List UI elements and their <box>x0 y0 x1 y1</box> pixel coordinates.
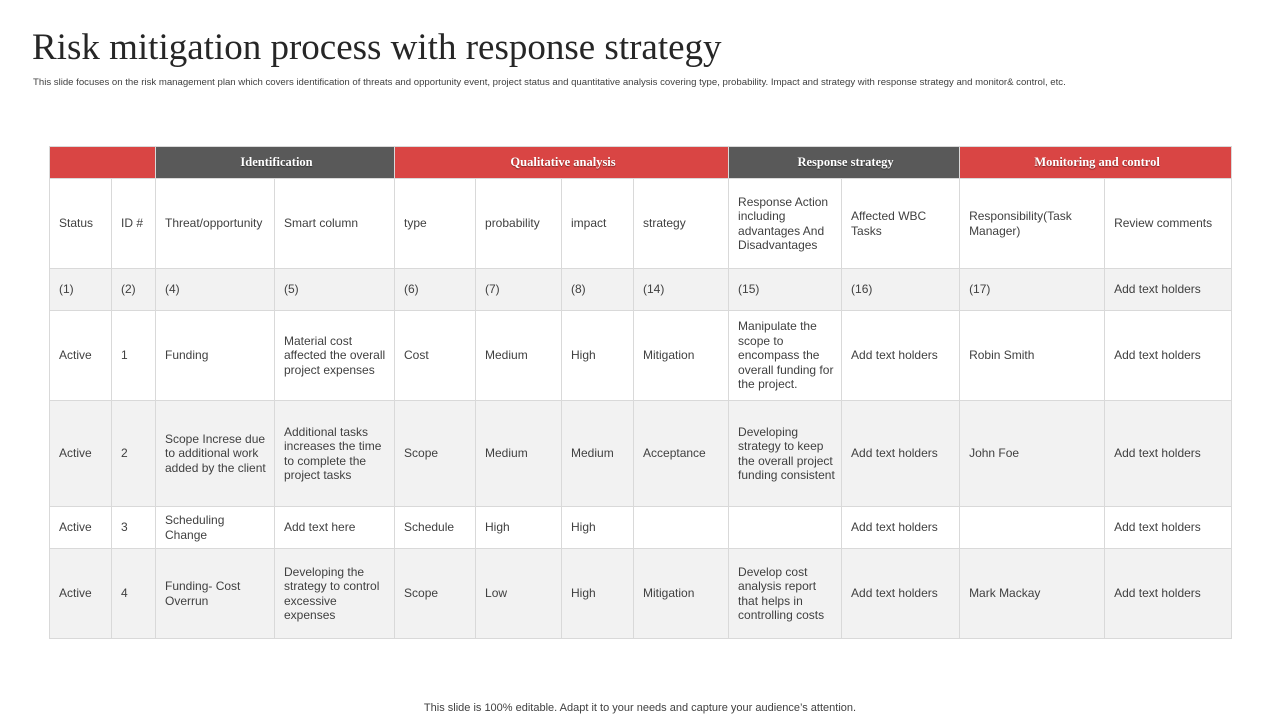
table-cell: High <box>562 549 634 639</box>
table-cell: Active <box>50 311 112 401</box>
table-cell: Additional tasks increases the time to complete the project tasks <box>275 401 395 507</box>
table-cell: Mitigation <box>634 311 729 401</box>
table-cell: 2 <box>112 401 156 507</box>
group-header-qualitative-analysis: Qualitative analysis <box>395 147 729 179</box>
table-cell: (6) <box>395 269 476 311</box>
page-title: Risk mitigation process with response strategy <box>32 27 722 68</box>
table-cell: High <box>562 311 634 401</box>
table-cell: Add text holders <box>842 311 960 401</box>
table-cell: Material cost affected the overall project expenses <box>275 311 395 401</box>
column-header-status: Status <box>50 179 112 269</box>
table-cell: (5) <box>275 269 395 311</box>
table-cell: Add text holders <box>1105 311 1232 401</box>
table-cell: Add text holders <box>842 507 960 549</box>
table-cell: Schedule <box>395 507 476 549</box>
table-cell: Active <box>50 549 112 639</box>
table-cell: Developing strategy to keep the overall project funding consistent <box>729 401 842 507</box>
table-cell: (7) <box>476 269 562 311</box>
table-cell: Funding <box>156 311 275 401</box>
column-header-responsibility: Responsibility(Task Manager) <box>960 179 1105 269</box>
table-cell <box>960 507 1105 549</box>
group-header-identification: Identification <box>156 147 395 179</box>
table-cell: 3 <box>112 507 156 549</box>
table-cell: Active <box>50 401 112 507</box>
table-cell: Mark Mackay <box>960 549 1105 639</box>
table-cell: Scope Increse due to additional work added by the client <box>156 401 275 507</box>
group-header-response-strategy: Response strategy <box>729 147 960 179</box>
table-cell: Add text holders <box>1105 507 1232 549</box>
group-header-monitoring-control: Monitoring and control <box>960 147 1232 179</box>
table-cell: (15) <box>729 269 842 311</box>
table-cell: Add text holders <box>1105 269 1232 311</box>
table-row <box>50 401 1232 507</box>
column-header-strategy: strategy <box>634 179 729 269</box>
table-cell: (1) <box>50 269 112 311</box>
risk-table <box>49 146 1232 639</box>
column-header-id: ID # <box>112 179 156 269</box>
column-header-review-comments: Review comments <box>1105 179 1232 269</box>
table-row <box>50 507 1232 549</box>
column-header-response-action: Response Action including advantages And Disadvantages <box>729 179 842 269</box>
column-header-impact: impact <box>562 179 634 269</box>
column-header-probability: probability <box>476 179 562 269</box>
table-cell: Developing the strategy to control excessive expenses <box>275 549 395 639</box>
column-header-type: type <box>395 179 476 269</box>
table-cell: (8) <box>562 269 634 311</box>
table-cell: Medium <box>562 401 634 507</box>
column-header-smart-column: Smart column <box>275 179 395 269</box>
table-row <box>50 549 1232 639</box>
table-cell: Medium <box>476 311 562 401</box>
table-cell: Funding- Cost Overrun <box>156 549 275 639</box>
table-cell: (14) <box>634 269 729 311</box>
table-cell: High <box>476 507 562 549</box>
column-header-threat-opportunity: Threat/opportunity <box>156 179 275 269</box>
table-cell: Medium <box>476 401 562 507</box>
table-cell: Scope <box>395 401 476 507</box>
table-cell: Mitigation <box>634 549 729 639</box>
table-cell: Scheduling Change <box>156 507 275 549</box>
table-cell: Add text holders <box>1105 401 1232 507</box>
table-cell: High <box>562 507 634 549</box>
table-cell: Active <box>50 507 112 549</box>
table-cell: Scope <box>395 549 476 639</box>
group-header-blank <box>50 147 156 179</box>
table-cell: Add text holders <box>842 549 960 639</box>
column-header-row <box>50 179 1232 269</box>
table-cell: 1 <box>112 311 156 401</box>
table-cell: Robin Smith <box>960 311 1105 401</box>
table-cell: (16) <box>842 269 960 311</box>
table-cell <box>634 507 729 549</box>
footer-note: This slide is 100% editable. Adapt it to your needs and capture your audience’s attention. <box>423 702 857 714</box>
table-cell: 4 <box>112 549 156 639</box>
table-cell: Add text here <box>275 507 395 549</box>
table-cell: (4) <box>156 269 275 311</box>
table-cell: Add text holders <box>842 401 960 507</box>
table-cell: Acceptance <box>634 401 729 507</box>
table-cell: Develop cost analysis report that helps in controlling costs <box>729 549 842 639</box>
table-cell: (17) <box>960 269 1105 311</box>
table-cell: John Foe <box>960 401 1105 507</box>
table-cell: Manipulate the scope to encompass the overall funding for the project. <box>729 311 842 401</box>
group-header-row <box>50 147 1232 179</box>
column-number-row <box>50 269 1232 311</box>
table-cell: Cost <box>395 311 476 401</box>
table-cell: Low <box>476 549 562 639</box>
table-cell: Add text holders <box>1105 549 1232 639</box>
table-cell: (2) <box>112 269 156 311</box>
page-subtitle: This slide focuses on the risk management plan which covers identification of threats and opportunity event, project status and quantitative analysis covering type, probability. Impact and strategy with response strategy and monitor& control, etc. <box>33 77 1066 88</box>
table-row <box>50 311 1232 401</box>
table-cell <box>729 507 842 549</box>
column-header-affected-wbc-tasks: Affected WBC Tasks <box>842 179 960 269</box>
